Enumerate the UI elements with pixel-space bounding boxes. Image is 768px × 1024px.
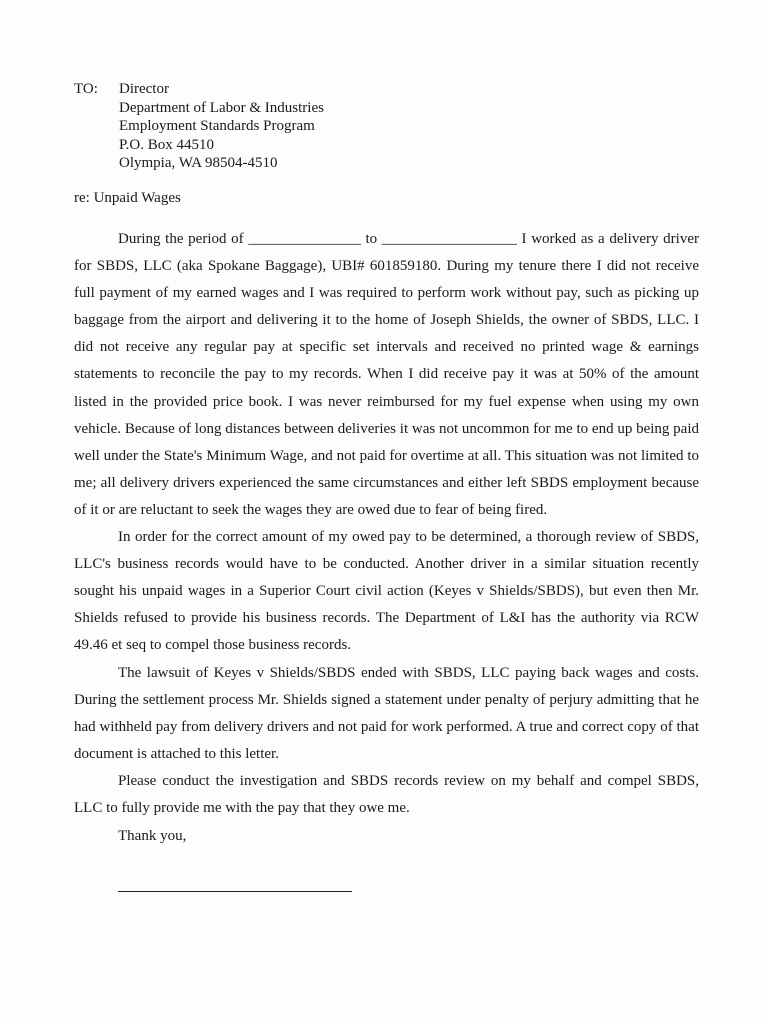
recipient-line: Employment Standards Program (119, 118, 315, 135)
body-paragraph: During the period of _______________ to __________________ I worked as a delivery driver for SBDS, LLC (aka Spokane Baggage), UBI# 601859180. During my tenure there I did not receive full payment of my earned wages and I was required to perform work without pay, such as picking up baggage from the airport and delivering it to the home of Joseph Shields, the owner of SBDS, LLC. I did not receive any regular pay at specific set intervals and received no printed wage & earnings statements to reconcile the pay to my records. When I did receive pay it was at 50% of the amount listed in the provided price book. I was never reimbursed for my fuel expense when using my own vehicle. Because of long distances between deliveries it was not uncommon for me to end up being paid well under the State's Minimum Wage, and not paid for overtime at all. This situation was not limited to me; all delivery drivers experienced the same circumstances and either left SBDS employment because of it or are reluctant to seek the wages they are owed due to fear of being fired. (74, 231, 699, 518)
to-label: TO: (74, 81, 98, 97)
body-paragraph: In order for the correct amount of my owed pay to be determined, a thorough review of SBDS, LLC's business records would have to be conducted. Another driver in a similar situation recently sought his unpaid wages in a Superior Court civil action (Keyes v Shields/SBDS), but even then Mr. Shields refused to provide his business records. The Department of L&I has the authority via RCW 49.46 et seq to compel those business records. (74, 529, 699, 654)
recipient-line: Director (119, 81, 169, 97)
recipient-line: Olympia, WA 98504-4510 (119, 155, 278, 172)
letter-body (74, 226, 699, 822)
body-paragraph: Please conduct the investigation and SBDS records review on my behalf and compel SBDS, LLC to fully provide me with the pay that they owe me. (74, 772, 699, 816)
recipient-line: P.O. Box 44510 (119, 136, 215, 153)
subject-line: re: Unpaid Wages (74, 190, 181, 206)
recipient-line: Department of Labor & Industries (119, 99, 324, 116)
recipient-address (119, 80, 324, 173)
body-paragraph: The lawsuit of Keyes v Shields/SBDS ended with SBDS, LLC paying back wages and costs. During the settlement process Mr. Shields signed a statement under penalty of perjury admitting that he had withheld pay from delivery drivers and not paid for work performed. A true and correct copy of that document is attached to this letter. (74, 664, 699, 762)
closing: Thank you, (118, 828, 187, 844)
signature-line (118, 891, 352, 892)
